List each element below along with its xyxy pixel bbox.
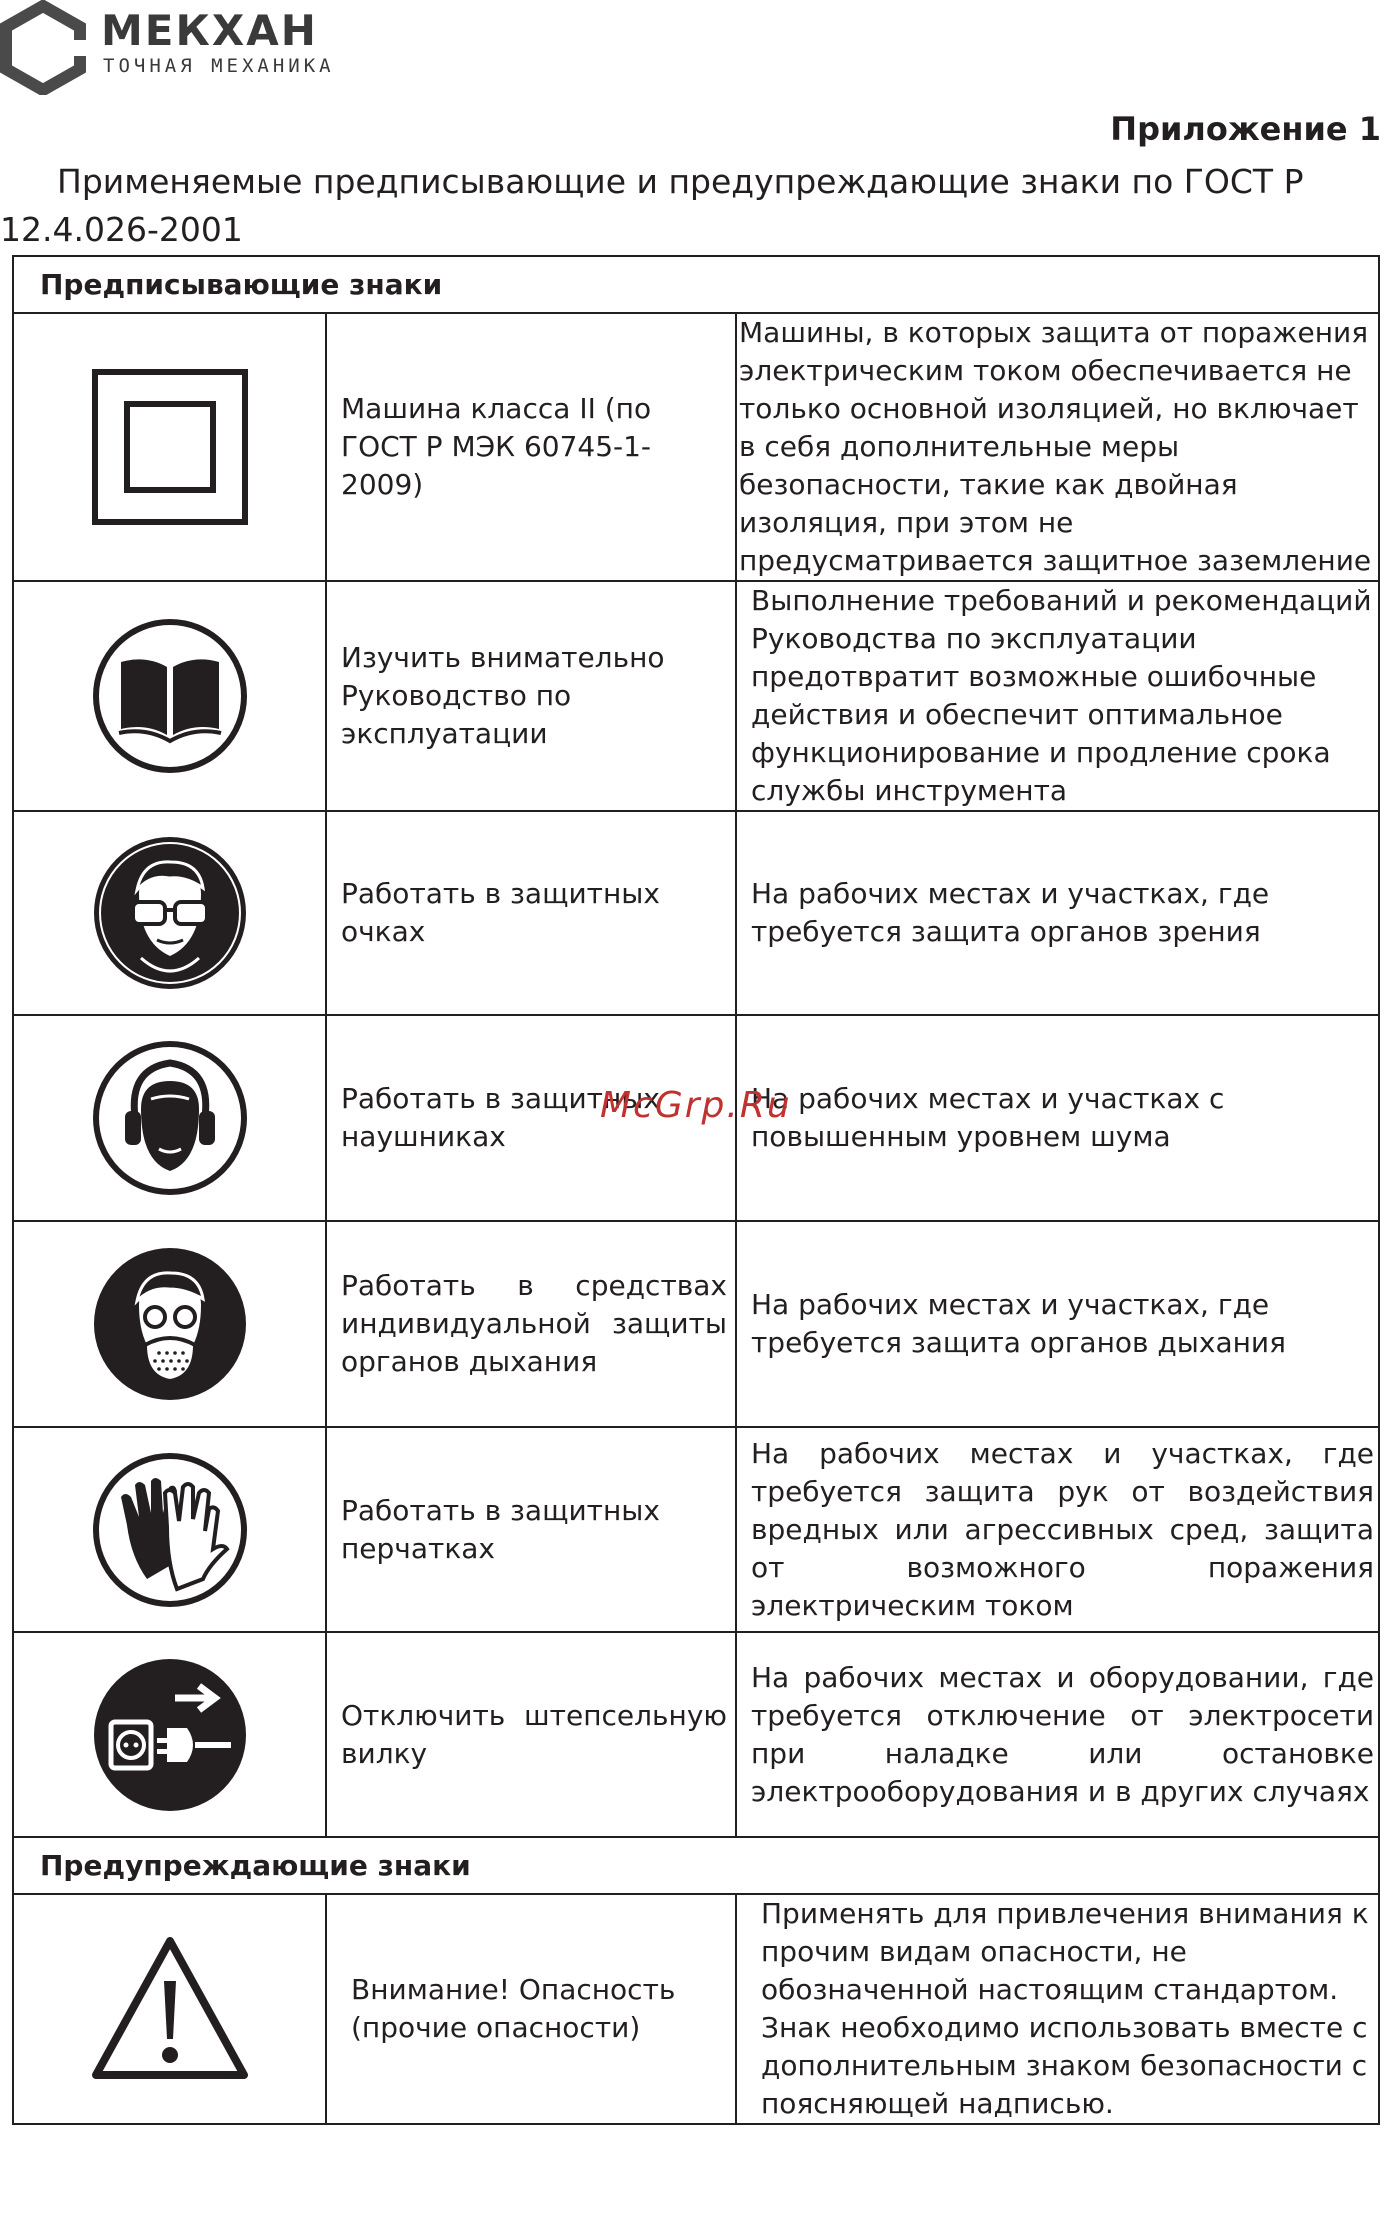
- table-row: [13, 811, 1379, 1015]
- icon-cell: [13, 1894, 326, 2124]
- sign-description: На рабочих местах и оборудовании, где требуется отключение от электросети при наладке или остановке электрооборудования и в других случаях: [736, 1632, 1379, 1837]
- document-title: Применяемые предписывающие и предупреждающие знаки по ГОСТ Р 12.4.026-2001: [0, 162, 1304, 249]
- sign-description: На рабочих местах и участках, где требуется защита органов дыхания: [736, 1221, 1379, 1427]
- class-ii-square-icon: [90, 367, 250, 527]
- sign-description: Машины, в которых защита от поражения электрическим током обеспечивается не только основной изоляцией, но включает в себя дополнительные меры безопасности, такие как двойная изоляция, при этом не предусматривается защитное заземление: [736, 313, 1379, 581]
- signs-table: [12, 255, 1380, 2125]
- watermark: McGrp.Ru: [600, 1085, 792, 1126]
- section-title: Предупреждающие знаки: [13, 1837, 1379, 1894]
- brand-tagline: ТОЧНАЯ МЕХАНИКА: [103, 55, 335, 77]
- warning-triangle-icon: [90, 1935, 250, 2083]
- sign-name: Работать в защитных очках: [326, 811, 736, 1015]
- section-header-row: [13, 256, 1379, 313]
- table-row: [13, 1427, 1379, 1632]
- sign-description: Выполнение требований и рекомендаций Руководства по эксплуатации предотвратит возможные ошибочные действия и обеспечит оптимальное функционирование и продление срока службы инструмента: [736, 581, 1379, 811]
- section-header-row: [13, 1837, 1379, 1894]
- sign-name: Машина класса II (по ГОСТ Р МЭК 60745-1-2009): [326, 313, 736, 581]
- sign-description: Применять для привлечения внимания к прочим видам опасности, не обозначенной настоящим стандартом. Знак необходимо использовать вместе с дополнительным знаком безопасности с поясняющей надписью.: [736, 1894, 1379, 2124]
- brand-name: МЕКХАН: [101, 6, 318, 55]
- brand-logo: [0, 0, 340, 95]
- table-row: [13, 1221, 1379, 1427]
- appendix-label: Приложение 1: [1110, 110, 1381, 148]
- icon-cell: [13, 1427, 326, 1632]
- sign-description: На рабочих местах и участках с повышенным уровнем шума: [736, 1015, 1379, 1221]
- icon-cell: [13, 581, 326, 811]
- brand-hexagon-icon: [0, 0, 95, 95]
- sign-name: Внимание! Опасность (прочие опасности): [326, 1894, 736, 2124]
- table-row: [13, 1894, 1379, 2124]
- icon-cell: [13, 811, 326, 1015]
- unplug-icon: [91, 1656, 249, 1814]
- sign-name: Работать в средствах индивидуальной защиты органов дыхания: [326, 1221, 736, 1427]
- table-row: [13, 313, 1379, 581]
- gloves-icon: [91, 1451, 249, 1609]
- ear-protection-icon: [91, 1039, 249, 1197]
- icon-cell: [13, 1632, 326, 1837]
- sign-name: Работать в защитных наушниках: [326, 1015, 736, 1221]
- table-row: [13, 581, 1379, 811]
- safety-goggles-icon: [91, 834, 249, 992]
- icon-cell: [13, 313, 326, 581]
- read-manual-icon: [91, 617, 249, 775]
- sign-description: На рабочих местах и участках, где требуется защита органов зрения: [736, 811, 1379, 1015]
- table-row: [13, 1632, 1379, 1837]
- icon-cell: [13, 1015, 326, 1221]
- section-title: Предписывающие знаки: [13, 256, 1379, 313]
- icon-cell: [13, 1221, 326, 1427]
- sign-name: Изучить внимательно Руководство по эксплуатации: [326, 581, 736, 811]
- sign-name: Отключить штепсельную вилку: [326, 1632, 736, 1837]
- sign-description: На рабочих местах и участках, где требуется защита рук от воздействия вредных или агрессивных сред, защита от возможного поражения электрическим током: [736, 1427, 1379, 1632]
- sign-name: Работать в защитных перчатках: [326, 1427, 736, 1632]
- respirator-icon: [91, 1245, 249, 1403]
